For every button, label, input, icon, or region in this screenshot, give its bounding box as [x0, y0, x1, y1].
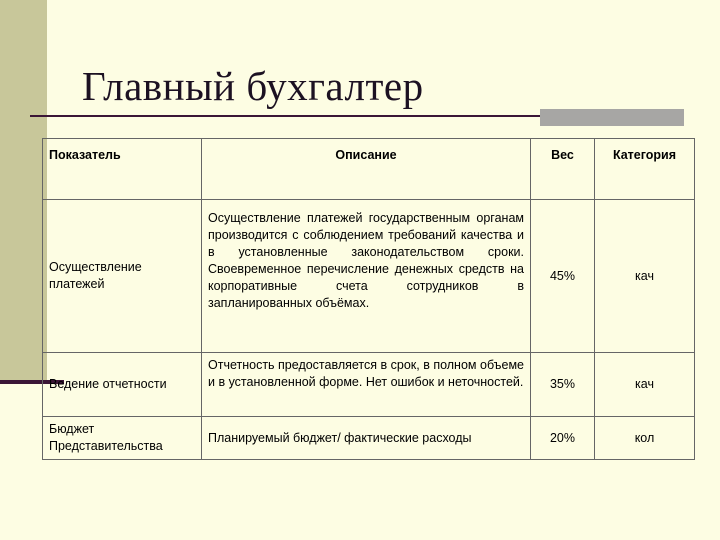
kpi-table: [42, 138, 695, 460]
header-weight: Вес: [531, 139, 595, 200]
category-cell: кол: [595, 417, 695, 460]
weight-cell: 45%: [531, 200, 595, 353]
header-indicator: Показатель: [43, 139, 202, 200]
description-cell: Планируемый бюджет/ фактические расходы: [202, 417, 531, 460]
table-row: [43, 353, 695, 417]
indicator-cell: Бюджет Представительства: [43, 417, 202, 460]
indicator-cell: Осуществление платежей: [43, 200, 202, 353]
category-cell: кач: [595, 200, 695, 353]
weight-cell: 20%: [531, 417, 595, 460]
header-description: Описание: [202, 139, 531, 200]
table-header-row: [43, 139, 695, 200]
table-row: [43, 200, 695, 353]
header-category: Категория: [595, 139, 695, 200]
weight-cell: 35%: [531, 353, 595, 417]
side-accent-bar: [0, 0, 47, 382]
category-cell: кач: [595, 353, 695, 417]
table-row: [43, 417, 695, 460]
page-title: Главный бухгалтер: [82, 63, 424, 109]
description-cell: Отчетность предоставляется в срок, в полном объеме и в установленной форме. Нет ошибок и неточностей.: [202, 353, 531, 417]
indicator-cell: Ведение отчетности: [43, 353, 202, 417]
description-cell: Осуществление платежей государственным органам производится с соблюдением требований качества и в установленные законодательством сроки. Своевременное перечисление денежных средств на корпоративные счета сотрудников в запланированных объёмах.: [202, 200, 531, 353]
title-decor-block: [540, 109, 684, 126]
